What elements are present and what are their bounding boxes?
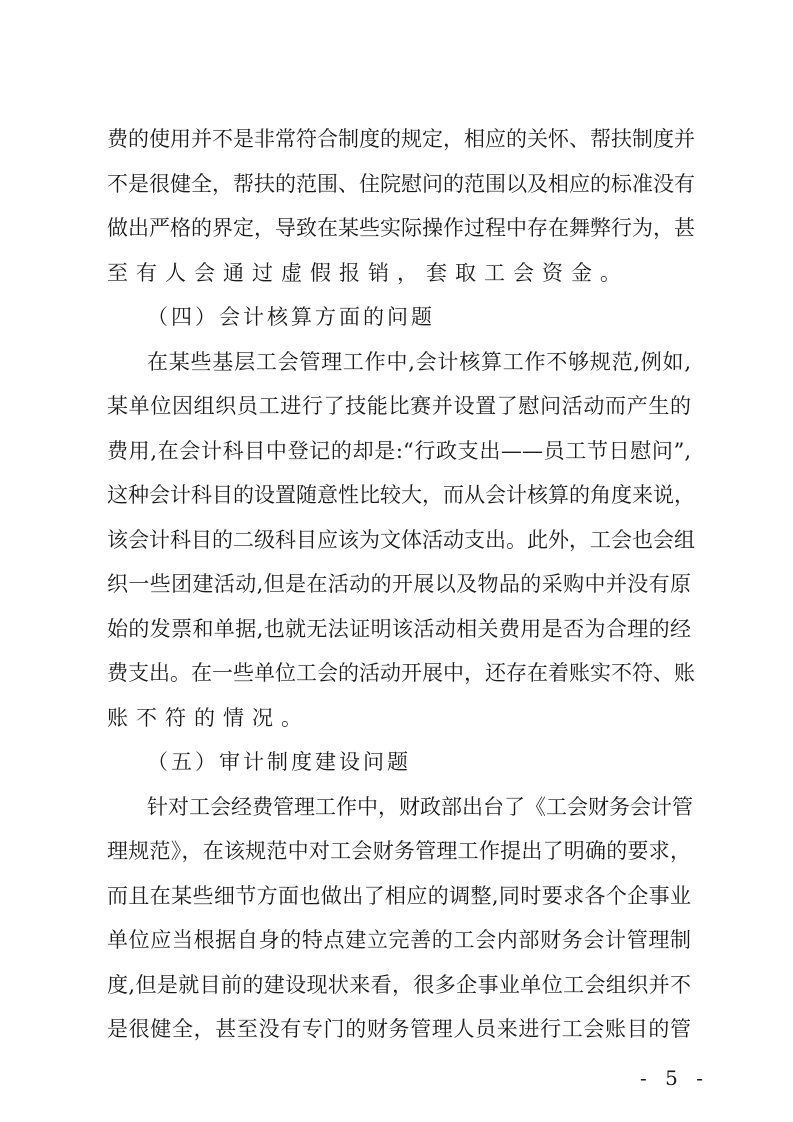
- text-line: 理规范》，在该规范中对工会财务管理工作提出了明确的要求，: [107, 839, 691, 863]
- section-heading: （五）审计制度建设问题: [147, 750, 411, 774]
- text-line: 始的发票和单据,也就无法证明该活动相关费用是否为合理的经: [107, 616, 691, 641]
- text-line: 某单位因组织员工进行了技能比赛并设置了慰问活动而产生的: [107, 394, 691, 418]
- page-number: - 5 -: [640, 1066, 709, 1090]
- text-line: 单位应当根据自身的特点建立完善的工会内部财务会计管理制: [107, 928, 691, 952]
- text-line: 该会计科目的二级科目应该为文体活动支出。此外，工会也会组: [107, 527, 695, 552]
- text-line: 是很健全，甚至没有专门的财务管理人员来进行工会账目的管: [107, 1017, 691, 1041]
- text-line: 度,但是就目前的建设现状来看，很多企事业单位工会组织并不: [107, 972, 691, 997]
- text-line: 做出严格的界定，导致在某些实际操作过程中存在舞弊行为，甚: [107, 216, 695, 240]
- text-line: 费支出。在一些单位工会的活动开展中，还存在着账实不符、账: [107, 661, 695, 685]
- text-line: 账不符的情况。: [107, 705, 310, 730]
- text-line: 不是很健全，帮扶的范围、住院慰问的范围以及相应的标准没有: [107, 171, 695, 196]
- text-line: 而且在某些细节方面也做出了相应的调整,同时要求各个企事业: [107, 883, 691, 908]
- text-line: 费的使用并不是非常符合制度的规定，相应的关怀、帮扶制度并: [107, 127, 695, 151]
- text-line: 在某些基层工会管理工作中,会计核算工作不够规范,例如,: [147, 349, 691, 374]
- body-text: [107, 117, 695, 1052]
- text-line: 这种会计科目的设置随意性比较大，而从会计核算的角度来说，: [107, 483, 695, 507]
- text-line: 至有人会通过虚假报销，套取工会资金。: [107, 260, 629, 285]
- text-line: 针对工会经费管理工作中，财政部出台了《工会财务会计管: [147, 794, 693, 819]
- text-line: 费用,在会计科目中登记的却是:“行政支出——员工节日慰问”,: [107, 438, 691, 463]
- section-heading: （四）会计核算方面的问题: [147, 305, 435, 329]
- text-line: 织一些团建活动,但是在活动的开展以及物品的采购中并没有原: [107, 572, 691, 596]
